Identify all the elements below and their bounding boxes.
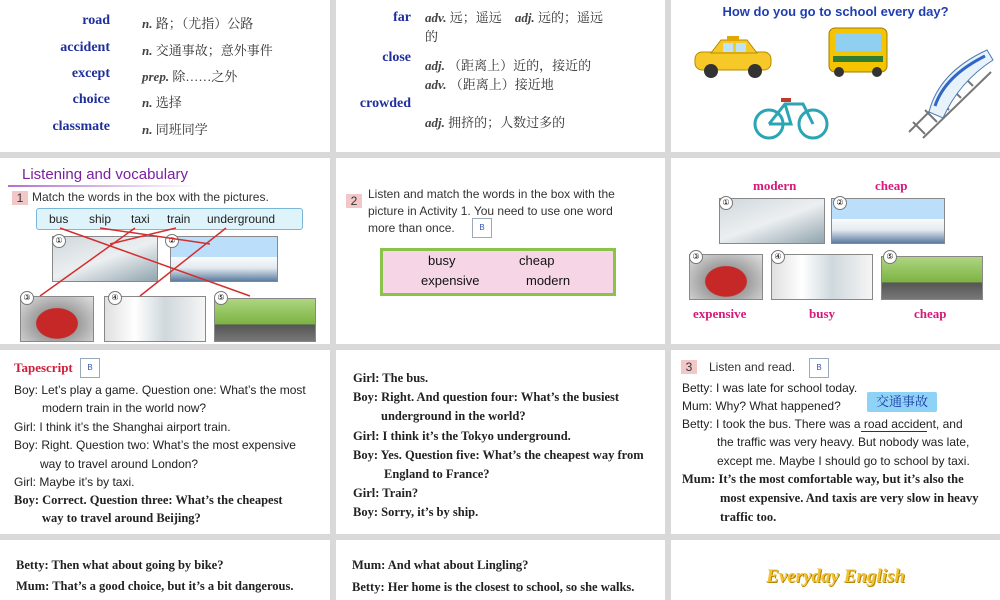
word-cheap: cheap (519, 253, 555, 268)
word-box (380, 248, 616, 296)
vocab-pos: adv. (425, 77, 447, 92)
activity-number: 2 (346, 194, 362, 208)
dialog-line: Boy: Yes. Question five: What’s the cheapest way from (353, 448, 644, 462)
vocab-word-close: close (382, 50, 411, 65)
dialog-line: Betty: I was late for school today. (682, 381, 858, 395)
label-modern: modern (753, 178, 797, 193)
activity-number: 1 (12, 191, 28, 205)
word-expensive: expensive (421, 273, 480, 288)
tapescript-line: Girl: I think it’s the Shanghai airport train. (14, 420, 231, 434)
activity-number: 3 (681, 360, 697, 374)
vocab-word-road: road (82, 13, 110, 28)
vocab-word-accident: accident (60, 40, 110, 55)
vocab-def-except (142, 66, 237, 85)
activity2-instruction (368, 186, 658, 237)
vocab-def-crowded (425, 112, 565, 131)
photo-number: ② (165, 234, 179, 248)
label-cheap: cheap (875, 178, 908, 193)
train-illustration (899, 42, 995, 140)
translation-badge: 交通事故 (867, 392, 937, 412)
bus-photo (881, 256, 983, 300)
audio-icon[interactable]: B (80, 358, 100, 378)
dialog-line: Betty: Then what about going by bike? (16, 558, 224, 572)
vocab-pos: adv. (425, 10, 447, 25)
instruction-line: picture in Activity 1. You need to use one word (368, 204, 613, 218)
dialog-line: Girl: I think it’s the Tokyo underground. (353, 429, 571, 443)
transport-question-panel (671, 0, 1000, 152)
tapescript-line: Boy: Let’s play a game. Question one: What’s the most (14, 383, 306, 397)
photo-number: ⑤ (214, 291, 228, 305)
vocab-word-except: except (71, 66, 110, 81)
bottom-dialog-left (0, 540, 330, 600)
vocab-def-text: 选择 (155, 95, 182, 110)
vocab-def-text: 的 (425, 29, 439, 44)
photo-number: ④ (771, 250, 785, 264)
matching-lines (0, 158, 330, 344)
tapescript-line: way to travel around Beijing? (42, 511, 201, 525)
vocab-def-text: 除……之外 (172, 69, 238, 84)
label-busy: busy (809, 306, 836, 321)
vocab-def-text: 交通事故；意外事件 (155, 43, 273, 58)
dialog-line: Boy: Right. And question four: What’s the busiest (353, 390, 620, 404)
train-photo (719, 198, 825, 244)
vocab-pos: adj. (425, 115, 445, 130)
taxi-illustration (691, 36, 775, 80)
vocab-def-close (425, 55, 591, 93)
vocab-def-text: 路；（尤指）公路 (155, 16, 254, 31)
bottom-dialog-mid (336, 540, 665, 600)
dialog-line: England to France? (384, 467, 490, 481)
activity3-panel (671, 350, 1000, 534)
vocab-def-text: 拥挤的；人数过多的 (448, 115, 566, 130)
word-bus: bus (49, 212, 69, 226)
vocab-pos: n. (142, 122, 153, 137)
listening-panel (0, 158, 330, 344)
photo-number: ③ (689, 250, 703, 264)
label-cheap-2: cheap (914, 306, 947, 321)
vocab-def-far (425, 7, 655, 45)
vocab-panel-left (0, 0, 330, 152)
dialog-line: the traffic was very heavy. But nobody was late, (717, 435, 970, 449)
dialog-line: except me. Maybe I should go to school by taxi. (717, 454, 970, 468)
tapescript-line: modern train in the world now? (42, 401, 207, 415)
photo-number: ② (833, 196, 847, 210)
word-taxi: taxi (131, 212, 150, 226)
vocab-def-text: 远的；遥远 (537, 10, 603, 25)
vocab-pos: adj. (425, 58, 445, 73)
photo-number: ① (52, 234, 66, 248)
word-busy: busy (428, 253, 456, 268)
dialog-line: underground in the world? (381, 409, 526, 423)
bus-illustration (823, 24, 893, 80)
dialog-panel (336, 350, 665, 534)
audio-icon[interactable]: B (472, 218, 492, 238)
vocab-word-classmate: classmate (52, 119, 110, 134)
vocab-def-choice (142, 92, 182, 111)
word-ship: ship (89, 212, 112, 226)
word-underground: underground (207, 212, 276, 226)
dialog-line: Mum: That’s a good choice, but it’s a bit dangerous. (16, 579, 294, 593)
bike-illustration (751, 90, 831, 142)
vocab-pos: prep. (142, 69, 170, 84)
question-title: How do you go to school every day? (722, 4, 949, 19)
vocab-def-text: （距离上）接近地 (449, 77, 554, 92)
activity2-panel (336, 158, 665, 344)
dialog-line: Girl: The bus. (353, 371, 429, 385)
dialog-line: most expensive. And taxis are very slow in heavy (720, 491, 979, 505)
vocab-word-far: far (393, 10, 411, 25)
photo-number: ④ (108, 291, 122, 305)
vocab-def-classmate (142, 119, 208, 138)
dialog-line: Boy: Sorry, it’s by ship. (353, 505, 479, 519)
vocab-word-crowded: crowded (359, 96, 411, 111)
dialog-line: Mum: And what about Lingling? (352, 558, 529, 572)
vocab-pos: n. (142, 95, 153, 110)
everyday-english-title: Everyday English (766, 566, 905, 587)
instruction-line: more than once. (368, 221, 455, 235)
vocab-word-choice: choice (72, 92, 110, 107)
vocab-pos: adj. (514, 10, 535, 25)
activity-instruction: Match the words in the box with the pictures. (32, 190, 269, 204)
instruction-line: Listen and match the words in the box with the (368, 187, 615, 201)
dialog-line: traffic too. (720, 510, 777, 524)
vocab-def-road (142, 13, 253, 32)
audio-icon[interactable]: B (809, 358, 829, 378)
dialog-line: Girl: Train? (353, 486, 419, 500)
word-modern: modern (526, 273, 571, 288)
activity3-title: Listen and read. (709, 360, 796, 374)
vocab-def-text: 远；遥远 (449, 10, 502, 25)
section-heading: Listening and vocabulary (22, 166, 188, 183)
word-train: train (167, 212, 191, 226)
tapescript-line: way to travel around London? (40, 457, 199, 471)
dialog-line: Betty: Her home is the closest to school, so she walks. (352, 580, 635, 594)
dialog-line: Betty: I took the bus. There was a road accident, and (682, 417, 963, 431)
vocab-panel-mid (336, 0, 665, 152)
dialog-line: Mum: Why? What happened? (682, 399, 841, 413)
photo-number: ③ (20, 291, 34, 305)
label-expensive: expensive (693, 306, 747, 321)
tapescript-line: Boy: Right. Question two: What’s the most expensive (14, 438, 296, 452)
vocab-def-text: （距离上）近的，接近的 (448, 58, 592, 73)
vocab-def-text: 同班同学 (155, 122, 208, 137)
tapescript-line: Girl: Maybe it’s by taxi. (14, 475, 135, 489)
ship-photo (831, 198, 945, 244)
dialog-line: Mum: It’s the most comfortable way, but it’s also the (682, 472, 964, 486)
tapescript-line: Boy: Correct. Question three: What’s the cheapest (14, 493, 283, 507)
vocab-pos: n. (142, 43, 153, 58)
vocab-def-accident (142, 40, 273, 59)
tapescript-panel (0, 350, 330, 534)
road-accident-underline (861, 431, 927, 432)
underground-photo (771, 254, 873, 300)
photo-number: ① (719, 196, 733, 210)
photo-number: ⑤ (883, 250, 897, 264)
labelled-pictures-panel (671, 158, 1000, 344)
everyday-english-panel (671, 540, 1000, 600)
tapescript-title: Tapescript (14, 360, 73, 375)
vocab-pos: n. (142, 16, 153, 31)
